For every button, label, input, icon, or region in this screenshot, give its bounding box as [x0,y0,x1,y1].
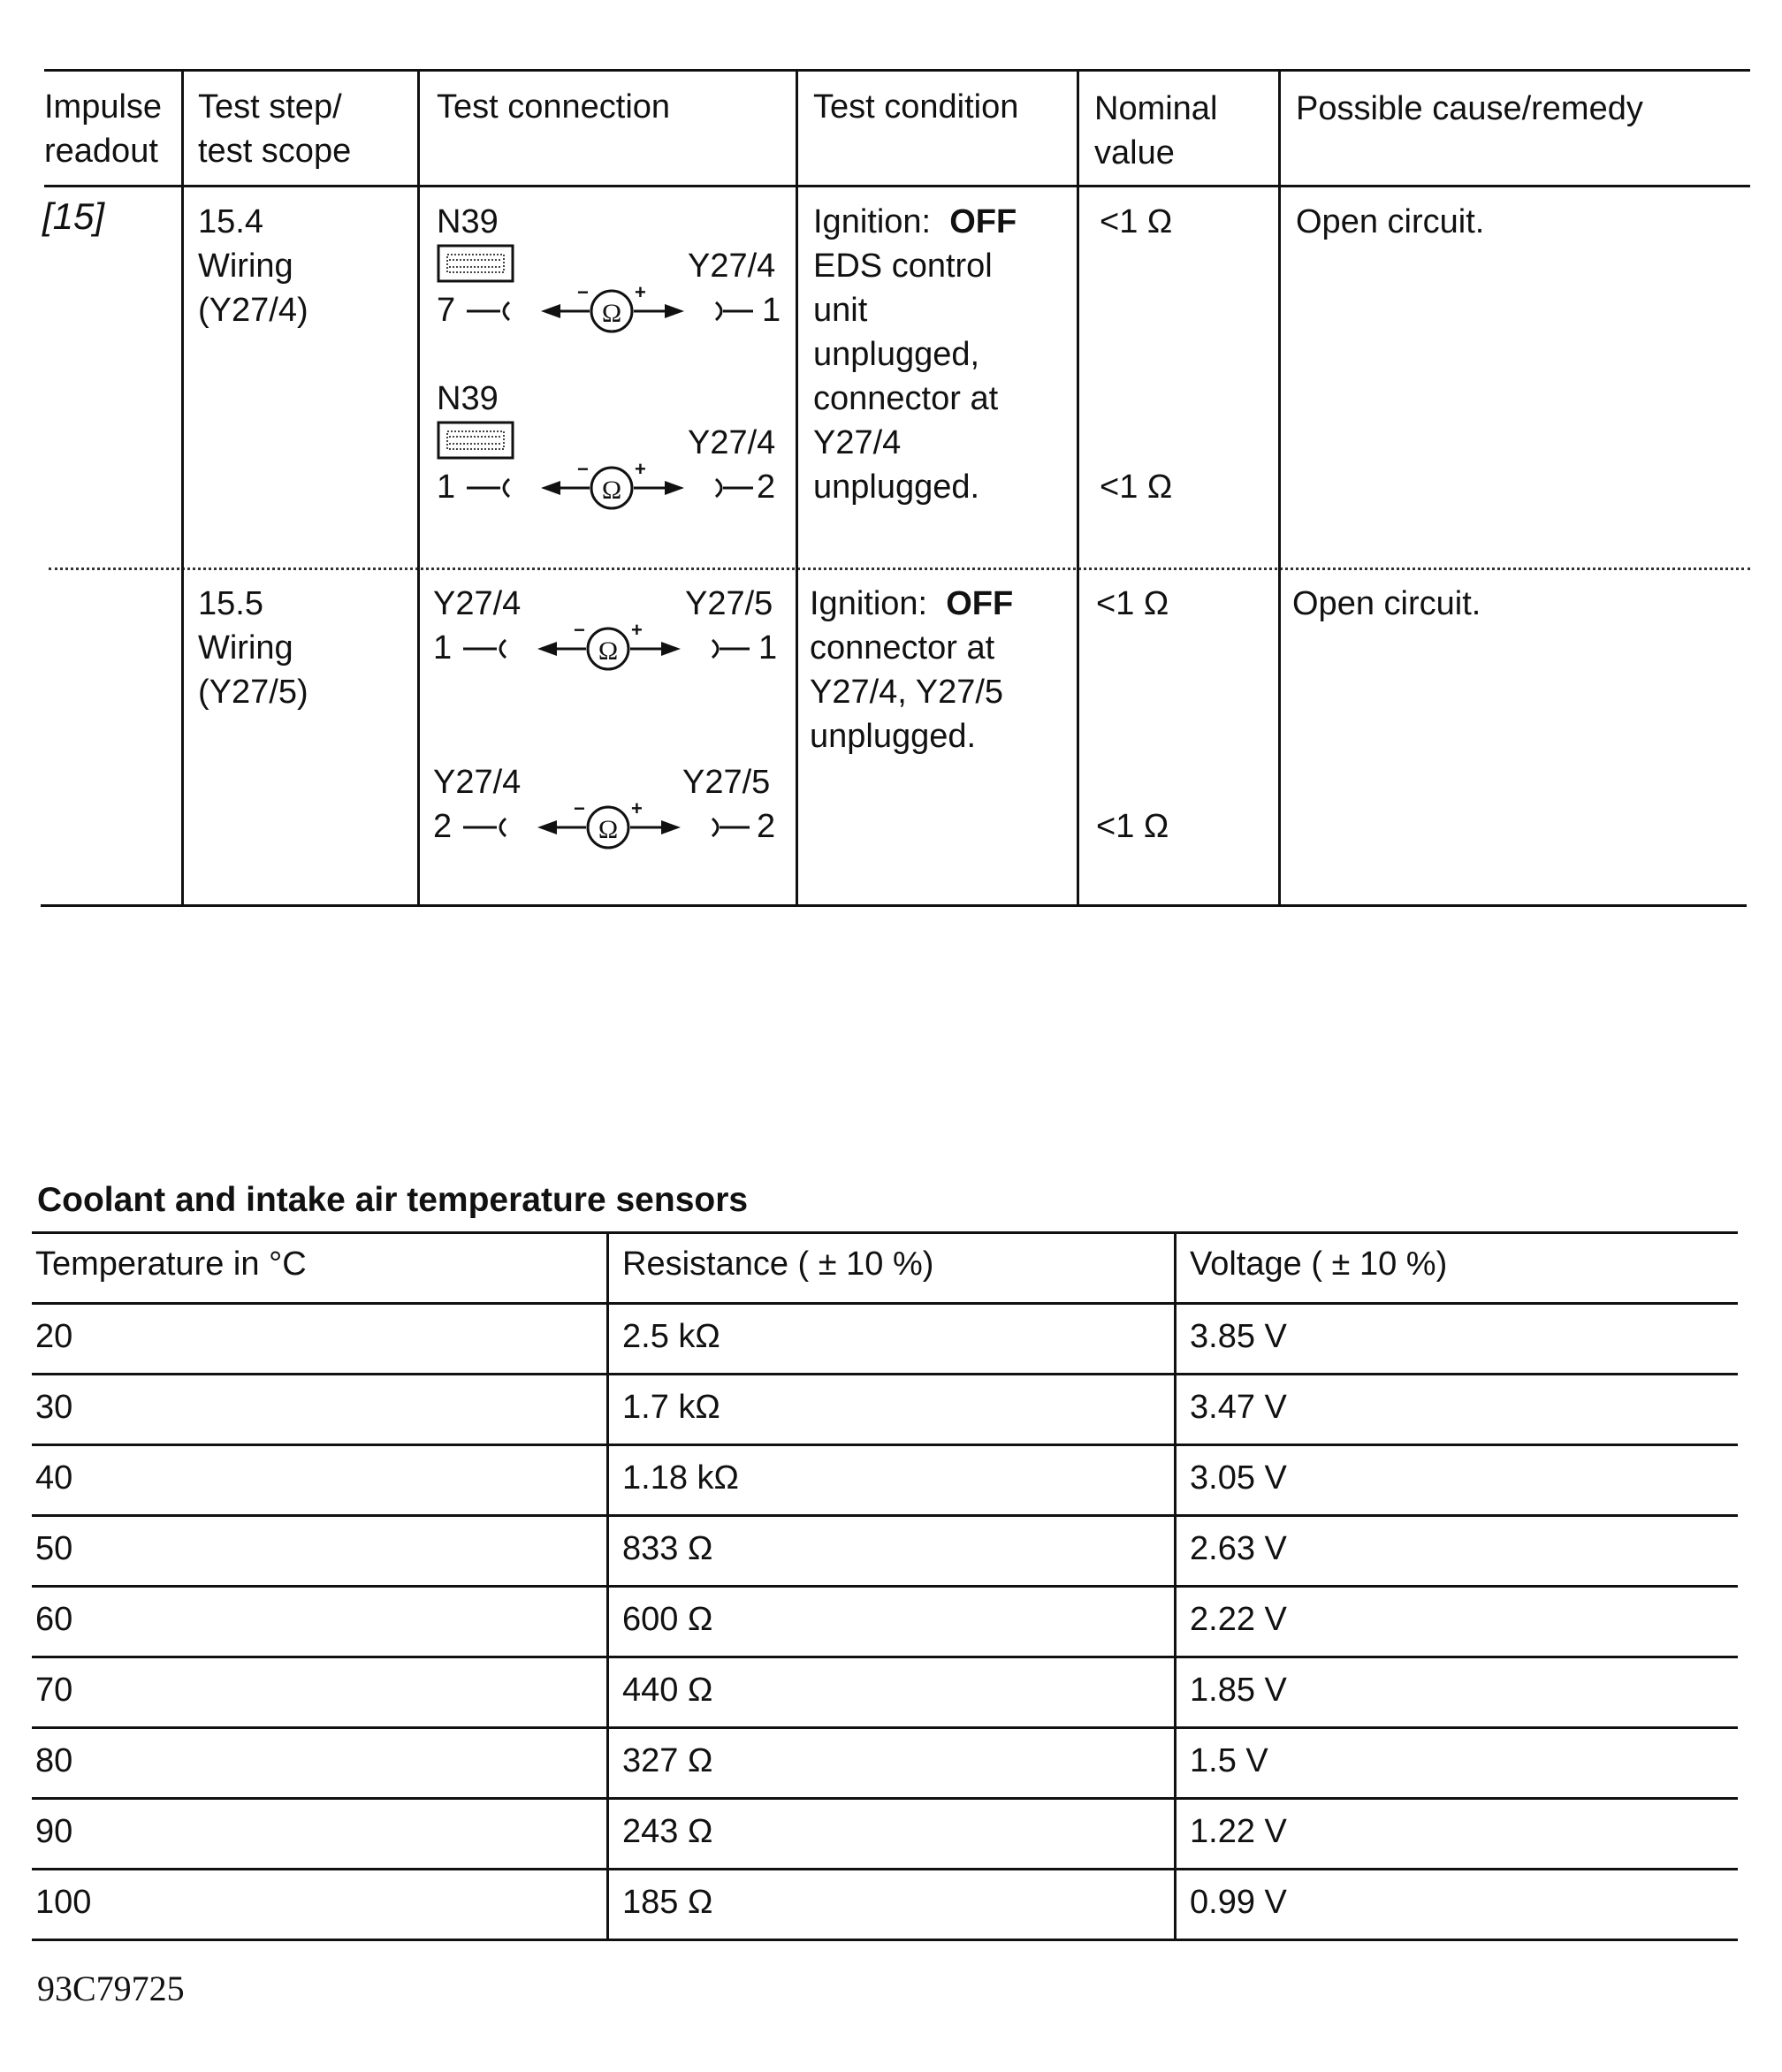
sensor-table-cell: 1.18 kΩ [622,1459,739,1497]
sensor-row-rule [32,1302,1738,1305]
sensor-table-cell: 80 [35,1742,73,1779]
sensor-header-cell: Resistance ( ± 10 %) [622,1245,934,1283]
connector-label: N39 [437,380,499,417]
sensor-table-cell: 3.85 V [1190,1318,1287,1355]
header-bottom-rule [44,185,1750,187]
col-divider [417,69,420,906]
svg-text:Ω: Ω [598,815,619,844]
svg-text:+: + [635,283,646,303]
sensor-header-cell: Voltage ( ± 10 %) [1190,1245,1448,1283]
sensor-row-rule [32,1656,1738,1658]
sensor-table-cell: 60 [35,1601,73,1638]
header-nominal: Nominal value [1094,90,1218,171]
connector-block-icon [437,421,516,461]
sensor-row-rule [32,1514,1738,1517]
step-15-5: 15.5 Wiring (Y27/5) [198,585,308,711]
ohmmeter-connection-icon [458,799,758,854]
svg-text:+: + [631,799,643,819]
sensor-table-cell: 1.7 kΩ [622,1389,720,1426]
sensor-table-cell: 2.5 kΩ [622,1318,720,1355]
ohmmeter-connection-icon [458,621,758,675]
sensor-col-divider [1174,1231,1177,1941]
sensor-table-cell: 185 Ω [622,1884,713,1921]
pin-number: 2 [757,468,776,506]
sensor-row-rule [32,1939,1738,1941]
header-cause: Possible cause/remedy [1296,90,1643,127]
sensor-header-cell: Temperature in °C [35,1245,307,1283]
test-condition-15-5: Ignition: OFF connector at Y27/4, Y27/5 unplugged. [810,585,1014,755]
col-divider [1278,69,1281,906]
pin-number: 2 [433,808,453,845]
connector-block-icon [437,244,516,285]
sensor-table-cell: 327 Ω [622,1742,713,1779]
pin-number: 1 [437,468,456,506]
possible-cause: Open circuit. [1292,585,1481,622]
nominal-value: <1 Ω [1096,808,1169,845]
connector-label: Y27/5 [682,764,771,801]
header-connection: Test connection [437,88,671,126]
ohmmeter-connection-icon [461,283,762,338]
sensor-table-cell: 1.5 V [1190,1742,1268,1779]
step-15-4: 15.4 Wiring (Y27/4) [198,203,308,329]
sensor-row-rule [32,1726,1738,1729]
sensor-row-rule [32,1797,1738,1800]
connector-label: Y27/5 [685,585,773,622]
sensor-table-cell: 600 Ω [622,1601,713,1638]
pin-number: 1 [758,629,778,667]
sensor-table-cell: 3.05 V [1190,1459,1287,1497]
connector-label: Y27/4 [688,248,776,285]
col-divider [181,69,184,906]
sensor-table-cell: 440 Ω [622,1672,713,1709]
svg-text:Ω: Ω [598,636,619,666]
sensor-table-cell: 243 Ω [622,1813,713,1850]
impulse-readout: [15] [42,195,105,237]
ohmmeter-connection-icon [461,460,762,514]
sensor-row-rule [32,1868,1738,1870]
sensor-table-cell: 30 [35,1389,73,1426]
sensor-table-cell: 2.22 V [1190,1601,1287,1638]
svg-text:+: + [635,460,646,480]
header-condition: Test condition [813,88,1019,126]
sensor-table-cell: 1.85 V [1190,1672,1287,1709]
col-divider [796,69,798,906]
nominal-value: <1 Ω [1100,468,1173,506]
col-divider [1077,69,1079,906]
svg-text:Ω: Ω [601,476,622,505]
pin-number: 1 [762,292,781,329]
nominal-value: <1 Ω [1096,585,1169,622]
figure-id: 93C79725 [37,1969,185,2008]
svg-text:−: − [574,799,585,819]
svg-text:+: + [631,621,643,641]
row-separator [49,568,1750,570]
sensor-table-cell: 90 [35,1813,73,1850]
pin-number: 7 [437,292,456,329]
sensor-table-cell: 3.47 V [1190,1389,1287,1426]
condition-value: OFF [949,203,1017,240]
sensor-col-divider [606,1231,609,1941]
svg-text:−: − [574,621,585,641]
svg-text:−: − [577,460,589,480]
svg-text:−: − [577,283,589,303]
sensor-row-rule [32,1373,1738,1375]
sensor-table-top-rule [32,1231,1738,1234]
table-bottom-rule [41,904,1747,907]
nominal-value: <1 Ω [1100,203,1173,240]
sensor-table-cell: 2.63 V [1190,1530,1287,1567]
sensor-table-cell: 40 [35,1459,73,1497]
pin-number: 1 [433,629,453,667]
connector-label: Y27/4 [688,424,776,461]
condition-label: Ignition: [813,203,932,240]
sensor-table-cell: 20 [35,1318,73,1355]
svg-text:Ω: Ω [601,299,622,328]
possible-cause: Open circuit. [1296,203,1485,240]
sensor-table-cell: 50 [35,1530,73,1567]
connector-label: N39 [437,203,499,240]
condition-value: OFF [946,585,1014,622]
connector-label: Y27/4 [433,585,522,622]
pin-number: 2 [757,808,776,845]
sensor-table-cell: 70 [35,1672,73,1709]
header-step: Test step/ test scope [198,88,352,170]
sensor-row-rule [32,1444,1738,1446]
sensor-table-title: Coolant and intake air temperature sensors [37,1181,749,1219]
sensor-table-cell: 100 [35,1884,92,1921]
sensor-table-cell: 0.99 V [1190,1884,1287,1921]
connector-label: Y27/4 [433,764,522,801]
condition-label: Ignition: [810,585,928,622]
test-condition-15-4: Ignition: OFF EDS control unit unplugged, connector at Y27/4 unplugged. [813,203,1017,506]
table-top-rule [44,69,1750,72]
sensor-table-cell: 833 Ω [622,1530,713,1567]
sensor-table-cell: 1.22 V [1190,1813,1287,1850]
sensor-row-rule [32,1585,1738,1588]
header-impulse: Impulse readout [44,88,163,170]
